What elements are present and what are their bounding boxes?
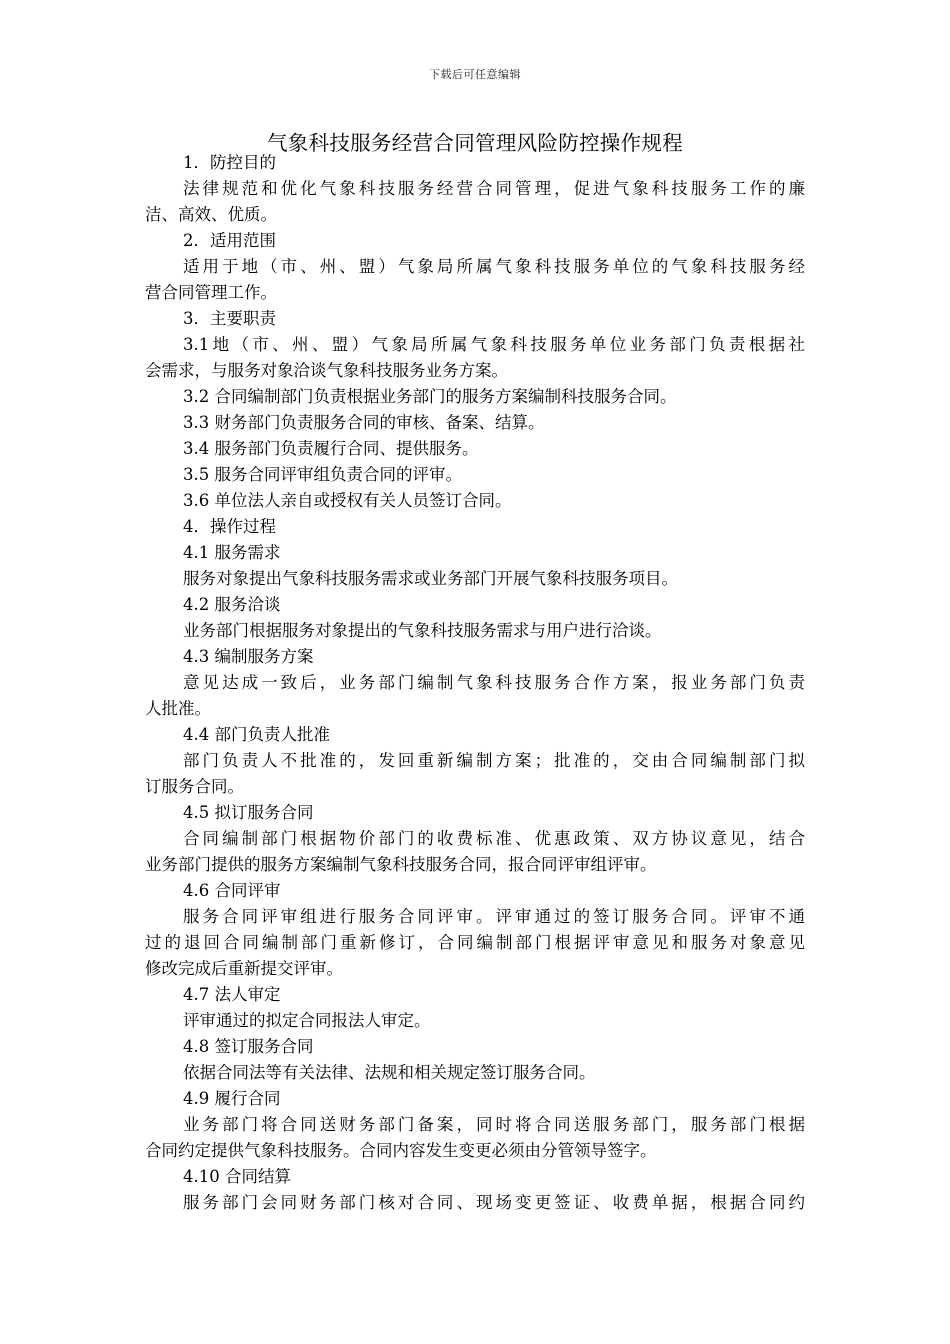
paragraph-line: 过的退回合同编制部门重新修订，合同编制部门根据评审意见和服务对象意见 xyxy=(145,933,805,952)
section-heading: 3．主要职责 xyxy=(183,309,276,328)
subsection-heading: 4.4 部门负责人批准 xyxy=(183,725,330,744)
paragraph-line: 服务对象提出气象科技服务需求或业务部门开展气象科技服务项目。 xyxy=(183,569,678,588)
document-title: 气象科技服务经营合同管理风险防控操作规程 xyxy=(267,131,683,155)
paragraph-line: 订服务合同。 xyxy=(145,777,244,796)
header-note: 下载后可任意编辑 xyxy=(429,68,521,81)
paragraph-line: 评审通过的拟定合同报法人审定。 xyxy=(183,1011,431,1030)
subsection-heading: 4.7 法人审定 xyxy=(183,985,281,1004)
section-heading: 4．操作过程 xyxy=(183,517,276,536)
subsection-heading: 4.8 签订服务合同 xyxy=(183,1037,314,1056)
paragraph-line: 洁、高效、优质。 xyxy=(145,205,277,224)
list-item: 3.2 合同编制部门负责根据业务部门的服务方案编制科技服务合同。 xyxy=(183,387,677,406)
paragraph-line: 合同编制部门根据物价部门的收费标准、优惠政策、双方协议意见，结合 xyxy=(183,829,805,848)
paragraph-line: 服务部门会同财务部门核对合同、现场变更签证、收费单据，根据合同约 xyxy=(183,1193,805,1212)
subsection-heading: 4.1 服务需求 xyxy=(183,543,281,562)
paragraph-line: 依据合同法等有关法律、法规和相关规定签订服务合同。 xyxy=(183,1063,596,1082)
paragraph-line: 适用于地（市、州、盟）气象局所属气象科技服务单位的气象科技服务经 xyxy=(183,257,805,276)
paragraph-line: 业务部门根据服务对象提出的气象科技服务需求与用户进行洽谈。 xyxy=(183,621,662,640)
list-item: 3.6 单位法人亲自或授权有关人员签订合同。 xyxy=(183,491,512,510)
paragraph-line: 3.1地（市、州、盟）气象局所属气象科技服务单位业务部门负责根据社 xyxy=(183,335,805,354)
paragraph-line: 意见达成一致后，业务部门编制气象科技服务合作方案，报业务部门负责 xyxy=(183,673,805,692)
section-heading: 1．防控目的 xyxy=(183,153,276,172)
subsection-heading: 4.5 拟订服务合同 xyxy=(183,803,314,822)
list-item: 3.5 服务合同评审组负责合同的评审。 xyxy=(183,465,462,484)
paragraph-line: 服务合同评审组进行服务合同评审。评审通过的签订服务合同。评审不通 xyxy=(183,907,805,926)
subsection-heading: 4.2 服务洽谈 xyxy=(183,595,281,614)
list-item: 3.3 财务部门负责服务合同的审核、备案、结算。 xyxy=(183,413,545,432)
paragraph-line: 部门负责人不批准的，发回重新编制方案；批准的，交由合同编制部门拟 xyxy=(183,751,805,770)
paragraph-line: 会需求，与服务对象洽谈气象科技服务业务方案。 xyxy=(145,361,508,380)
subsection-heading: 4.9 履行合同 xyxy=(183,1089,281,1108)
paragraph-line: 法律规范和优化气象科技服务经营合同管理，促进气象科技服务工作的廉 xyxy=(183,179,805,198)
list-item: 3.4 服务部门负责履行合同、提供服务。 xyxy=(183,439,479,458)
paragraph-line: 业务部门提供的服务方案编制气象科技服务合同，报合同评审组评审。 xyxy=(145,855,657,874)
paragraph-line: 人批准。 xyxy=(145,699,211,718)
paragraph-line: 业务部门将合同送财务部门备案，同时将合同送服务部门，服务部门根据 xyxy=(183,1115,805,1134)
paragraph-line: 营合同管理工作。 xyxy=(145,283,277,302)
section-heading: 2．适用范围 xyxy=(183,231,276,250)
subsection-heading: 4.3 编制服务方案 xyxy=(183,647,314,666)
subsection-heading: 4.6 合同评审 xyxy=(183,881,281,900)
paragraph-line: 合同约定提供气象科技服务。合同内容发生变更必须由分管领导签字。 xyxy=(145,1141,657,1160)
subsection-heading: 4.10 合同结算 xyxy=(183,1167,291,1186)
paragraph-line: 修改完成后重新提交评审。 xyxy=(145,959,343,978)
document-body xyxy=(145,150,805,1216)
